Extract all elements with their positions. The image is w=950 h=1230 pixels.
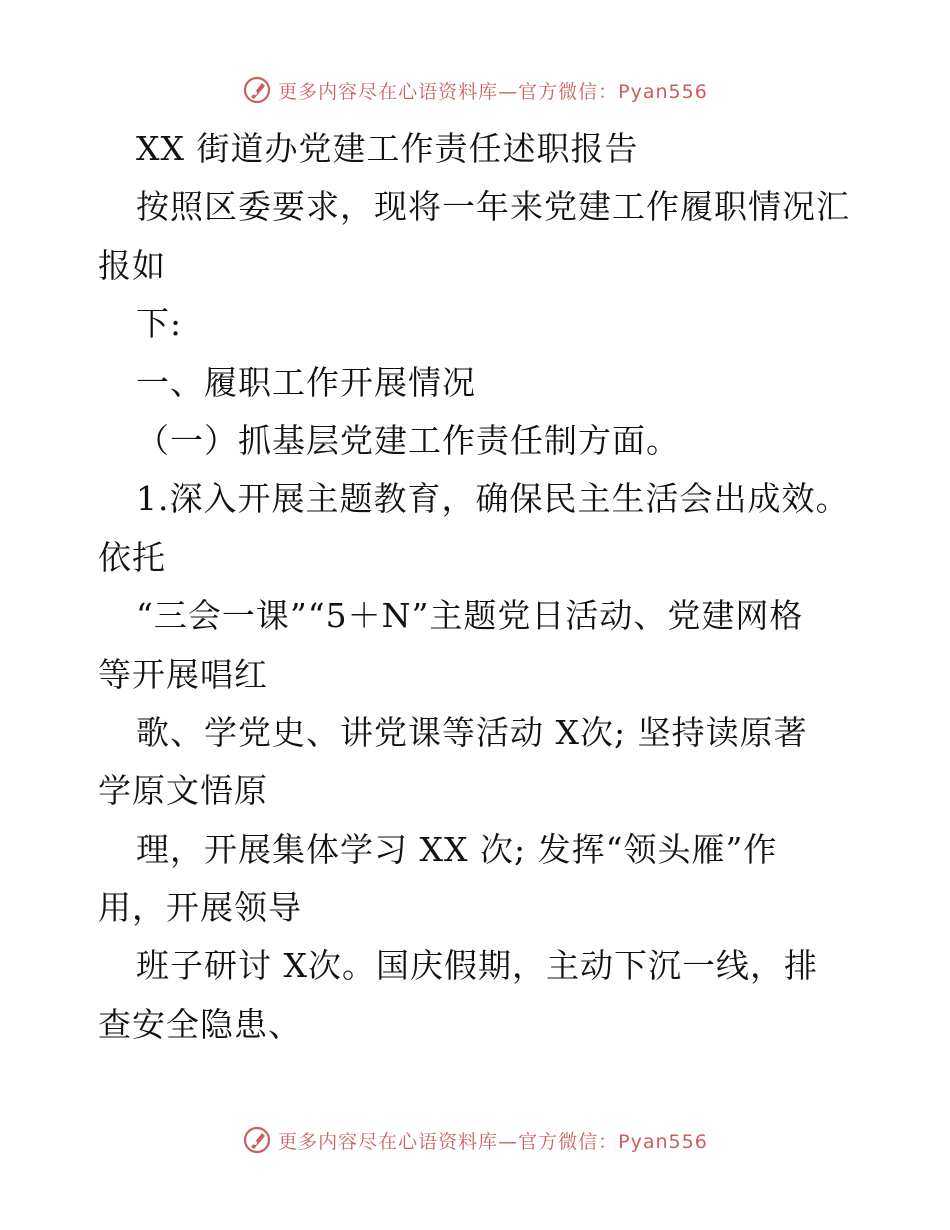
watermark-separator: —: [498, 1130, 519, 1153]
paragraph-line: 依托: [98, 537, 166, 577]
paragraph-line: 1.深入开展主题教育，确保民主生活会出成效。: [136, 479, 850, 519]
paragraph-line: 学原文悟原: [98, 771, 268, 811]
paragraph-line: 歌、学党史、讲党课等活动 X次; 坚持读原著: [136, 712, 808, 752]
paragraph-line: 报如: [98, 245, 166, 285]
watermark-separator: —: [498, 80, 519, 103]
watermark-text: 更多内容尽在心语资料库: [278, 1130, 499, 1153]
subsection-heading: （一）抓基层党建工作责任制方面。: [136, 420, 680, 460]
section-heading: 一、履职工作开展情况: [136, 362, 476, 402]
paragraph-line: 等开展唱红: [98, 654, 268, 694]
document-body: [98, 120, 858, 1054]
footer-watermark: [0, 1120, 950, 1160]
paragraph-line: 理，开展集体学习 XX 次; 发挥“领头雁”作: [136, 829, 778, 869]
paragraph-line: 查安全隐患、: [98, 1004, 302, 1044]
paragraph-line: 下:: [136, 304, 183, 344]
document-title: XX 街道办党建工作责任述职报告: [136, 129, 639, 168]
watermark-wechat: 官方微信：Pyan556: [518, 80, 708, 103]
paragraph-line: 班子研讨 X次。国庆假期，主动下沉一线，排: [136, 946, 818, 986]
paragraph-line: “三会一课”“5＋N”主题党日活动、党建网格: [136, 596, 804, 636]
pen-logo-icon: [242, 75, 272, 105]
watermark-text: 更多内容尽在心语资料库: [278, 80, 499, 103]
watermark-wechat: 官方微信：Pyan556: [518, 1130, 708, 1153]
paragraph-line: 按照区委要求，现将一年来党建工作履职情况汇: [136, 187, 850, 227]
pen-logo-icon: [242, 1125, 272, 1155]
header-watermark: [0, 70, 950, 110]
paragraph-line: 用，开展领导: [98, 888, 302, 928]
